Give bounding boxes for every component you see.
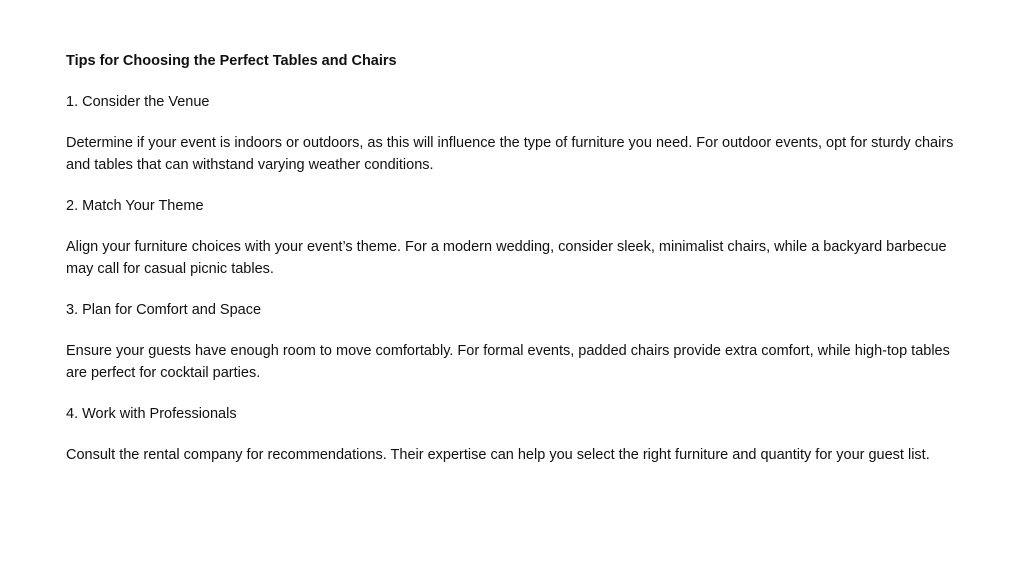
document-slide [66, 50, 966, 485]
section-heading-professionals: 4. Work with Professionals [66, 406, 237, 422]
section-body-comfort: Ensure your guests have enough room to move comfortably. For formal events, padded chairs provide extra comfort, while high-top tables are perfect for cocktail parties. [66, 343, 950, 381]
section-body-theme: Align your furniture choices with your event’s theme. For a modern wedding, consider sleek, minimalist chairs, while a backyard barbecue may call for casual picnic tables. [66, 239, 947, 277]
section-heading-comfort: 3. Plan for Comfort and Space [66, 302, 262, 318]
section-heading-theme: 2. Match Your Theme [66, 198, 204, 214]
section-heading-venue: 1. Consider the Venue [66, 94, 210, 110]
section-body-venue: Determine if your event is indoors or outdoors, as this will influence the type of furniture you need. For outdoor events, opt for sturdy chairs and tables that can withstand varying weather conditions. [66, 135, 954, 173]
document-title: Tips for Choosing the Perfect Tables and Chairs [66, 53, 397, 69]
section-body-professionals: Consult the rental company for recommendations. Their expertise can help you select the right furniture and quantity for your guest list. [66, 447, 930, 463]
